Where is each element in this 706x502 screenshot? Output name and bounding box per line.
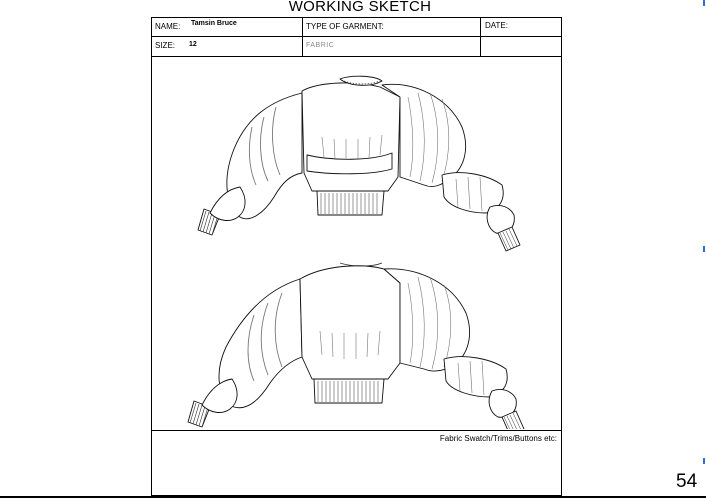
name-value: Tamsin Bruce xyxy=(191,20,237,27)
working-sketch-sheet xyxy=(151,17,562,496)
size-value: 12 xyxy=(189,41,197,48)
page-number: 54 xyxy=(676,471,698,492)
scroll-marker-bottom xyxy=(703,458,705,464)
size-label: SIZE: xyxy=(155,41,176,50)
sweater-front-sketch xyxy=(198,76,520,251)
fabric-swatch-label: Fabric Swatch/Trims/Buttons etc: xyxy=(439,434,557,443)
name-label: NAME: xyxy=(155,22,181,31)
date-label: DATE: xyxy=(485,21,508,30)
scroll-marker-top xyxy=(703,0,705,6)
page-title: WORKING SKETCH xyxy=(288,0,432,15)
sheet-header xyxy=(152,18,561,57)
garment-type-label: TYPE OF GARMENT: xyxy=(306,22,384,31)
sweater-back-sketch xyxy=(188,263,524,429)
scroll-marker-middle xyxy=(703,246,705,252)
garment-sketch xyxy=(152,57,561,429)
fabric-label: FABRIC xyxy=(306,42,335,49)
swatch-divider xyxy=(152,430,561,431)
page-bottom-rule xyxy=(0,496,706,498)
